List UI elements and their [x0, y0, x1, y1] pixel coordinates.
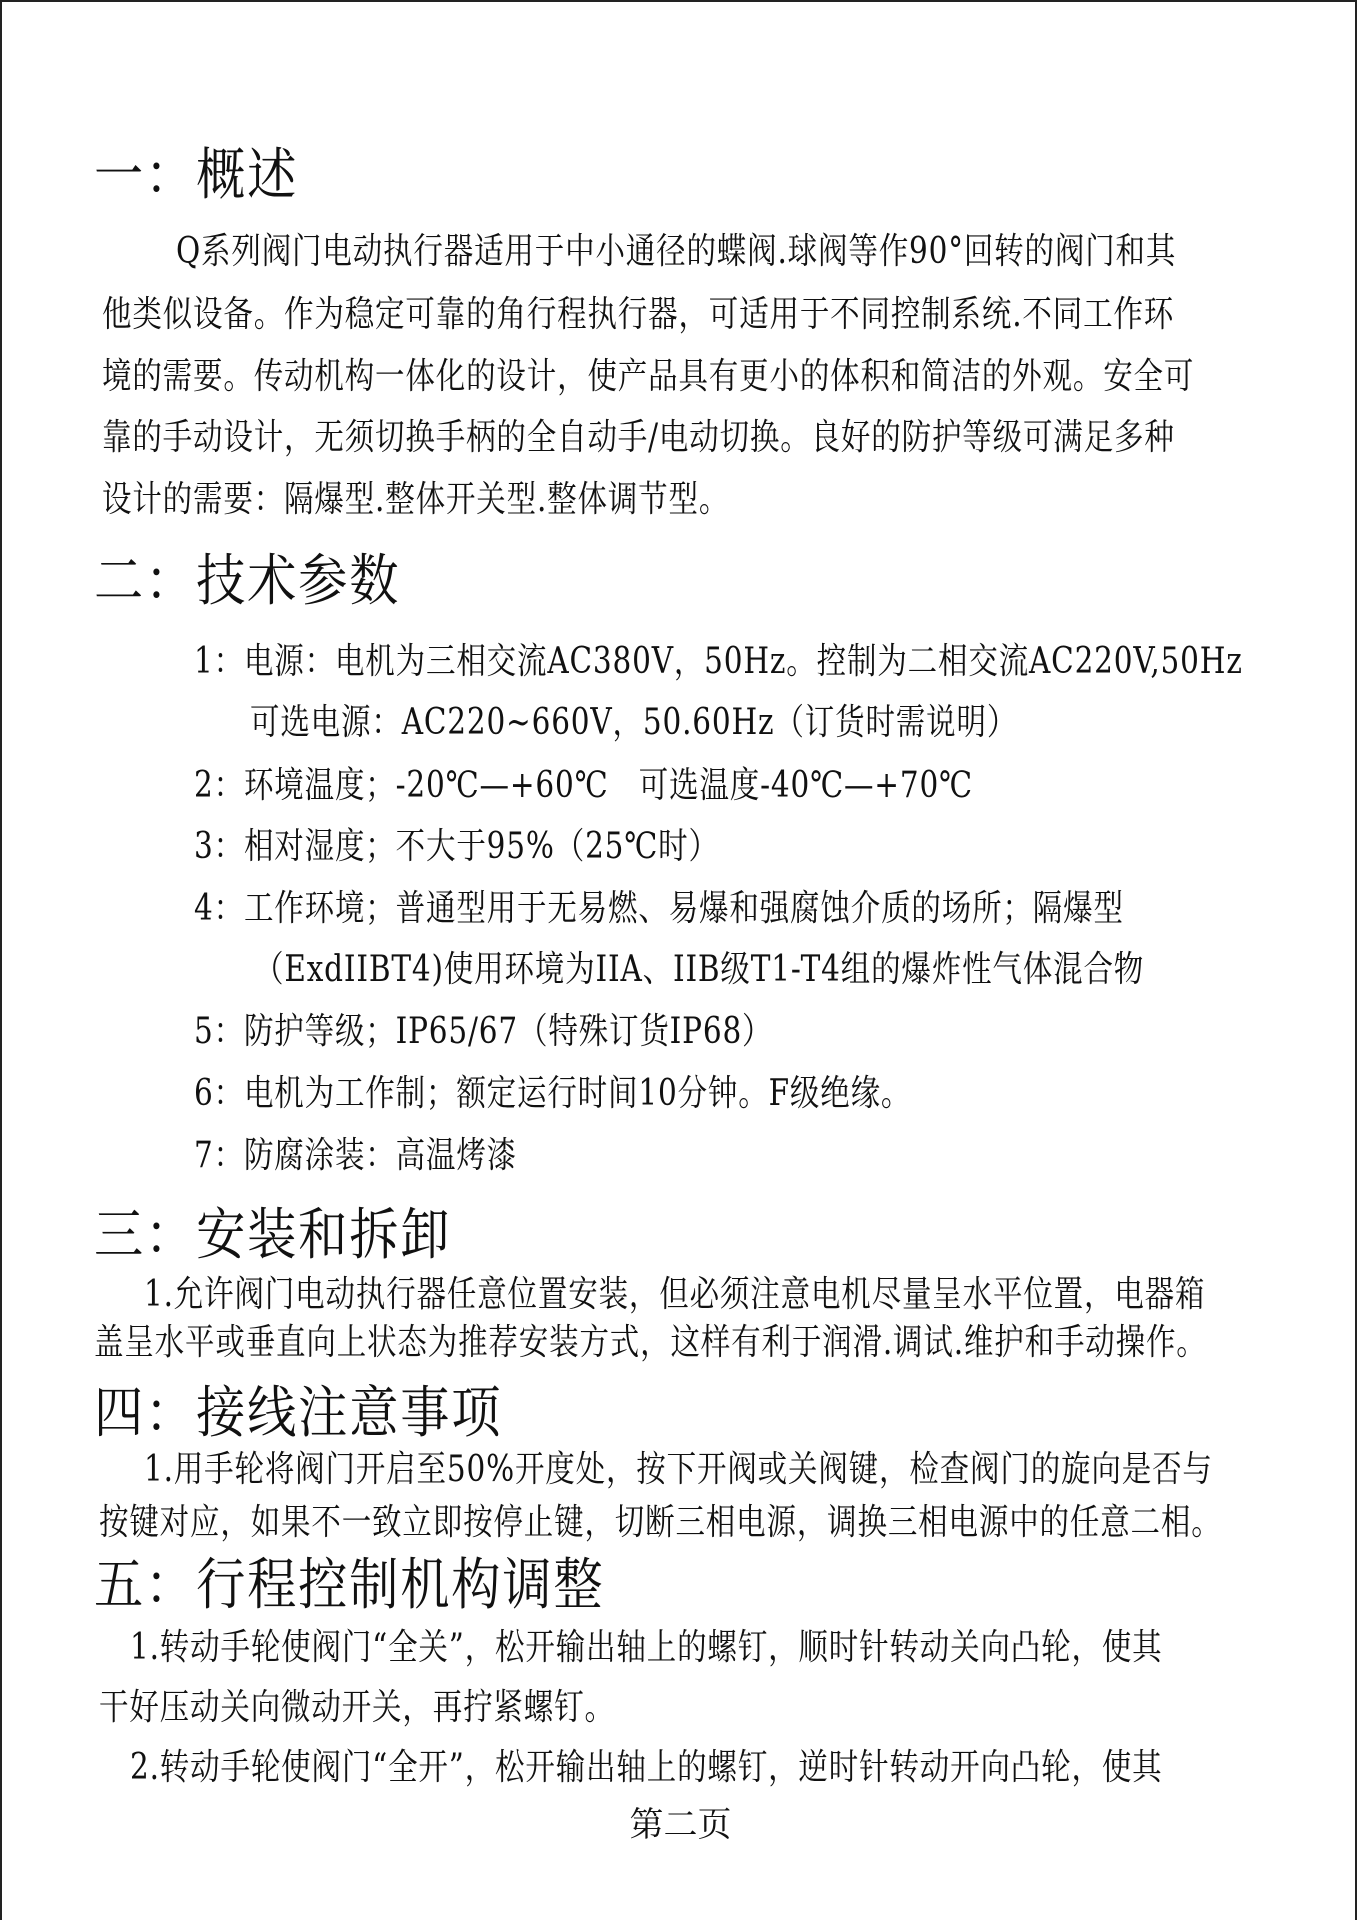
- spec-item: 1：电源：电机为三相交流AC380V，50Hz。控制为二相交流AC220V,50Hz: [194, 641, 1243, 682]
- spec-item-continuation: （ExdIIBT4)使用环境为IIA、IIB级T1-T4组的爆炸性气体混合物: [254, 949, 1145, 990]
- spec-item: 3：相对湿度；不大于95%（25℃时）: [194, 826, 719, 867]
- section-heading-overview: 一：概述: [94, 143, 299, 208]
- section-heading-specs: 二：技术参数: [94, 549, 401, 614]
- section-heading-travel-control: 五：行程控制机构调整: [94, 1553, 605, 1618]
- spec-item: 2：环境温度；-20℃—+60℃ 可选温度-40℃—+70℃: [194, 765, 973, 806]
- spec-item: 6：电机为工作制；额定运行时间10分钟。F级绝缘。: [194, 1073, 912, 1114]
- paragraph-line: 1.允许阀门电动执行器任意位置安装，但必须注意电机尽量呈水平位置，电器箱: [144, 1274, 1206, 1315]
- paragraph-line: 境的需要。传动机构一体化的设计，使产品具有更小的体积和简洁的外观。安全可: [102, 356, 1195, 397]
- paragraph-line: 干好压动关向微动开关，再拧紧螺钉。: [99, 1687, 615, 1728]
- section-heading-installation: 三：安装和拆卸: [94, 1203, 452, 1268]
- page-number: 第二页: [629, 1805, 732, 1845]
- spec-item: 5：防护等级；IP65/67（特殊订货IP68）: [194, 1011, 773, 1052]
- paragraph-line: 盖呈水平或垂直向上状态为推荐安装方式，这样有利于润滑.调试.维护和手动操作。: [94, 1322, 1207, 1363]
- paragraph-line: 1.转动手轮使阀门“全关”，松开输出轴上的螺钉，顺时针转动关向凸轮，使其: [130, 1627, 1163, 1668]
- paragraph-line: 按键对应，如果不一致立即按停止键，切断三相电源，调换三相电源中的任意二相。: [99, 1502, 1222, 1543]
- spec-item-continuation: 可选电源：AC220~660V，50.60Hz（订货时需说明）: [250, 702, 1018, 743]
- paragraph-line: 他类似设备。作为稳定可靠的角行程执行器，可适用于不同控制系统.不同工作环: [102, 294, 1175, 335]
- paragraph-line: 靠的手动设计，无须切换手柄的全自动手/电动切换。良好的防护等级可满足多种: [102, 417, 1175, 458]
- paragraph-line: 设计的需要：隔爆型.整体开关型.整体调节型。: [102, 479, 730, 520]
- spec-item: 4：工作环境；普通型用于无易燃、易爆和强腐蚀介质的场所；隔爆型: [194, 888, 1124, 929]
- spec-item: 7：防腐涂装：高温烤漆: [194, 1135, 518, 1176]
- paragraph-line: Q系列阀门电动执行器适用于中小通径的蝶阀.球阀等作90°回转的阀门和其: [176, 231, 1177, 272]
- paragraph-line: 2.转动手轮使阀门“全开”，松开输出轴上的螺钉，逆时针转动开向凸轮，使其: [130, 1747, 1163, 1788]
- paragraph-line: 1.用手轮将阀门开启至50%开度处，按下开阀或关阀键，检查阀门的旋向是否与: [144, 1449, 1213, 1490]
- section-heading-wiring: 四：接线注意事项: [94, 1381, 503, 1446]
